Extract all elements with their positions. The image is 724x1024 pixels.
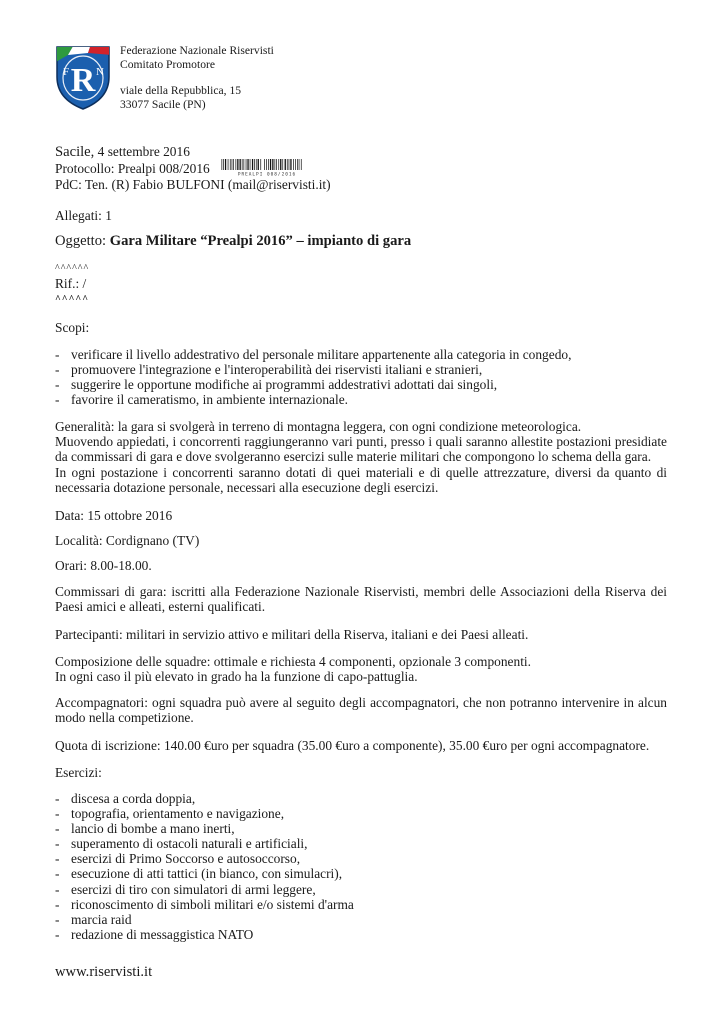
barcode-bar <box>278 159 279 170</box>
barcode-bar <box>240 159 241 170</box>
fnr-logo <box>54 41 112 111</box>
barcode-bar <box>223 159 224 170</box>
barcode-bar <box>230 159 231 170</box>
list-item: - discesa a corda doppia, <box>55 791 354 806</box>
general-paragraph <box>55 419 667 495</box>
barcode-bar <box>225 159 226 170</box>
subject-line <box>55 234 411 249</box>
barcode-bar <box>290 159 291 170</box>
general-line3: In ogni postazione i concorrenti saranno dotati di quei materiali e di quelle attrezzature, diversi da quanto di necessaria dotazione personale, necessari alla esecuzione degli esercizi. <box>55 464 667 495</box>
list-item: - favorire il cameratismo, in ambiente internazionale. <box>55 392 571 407</box>
event-hours: Orari: 8.00-18.00. <box>55 558 152 573</box>
list-item: - verificare il livello addestrativo del personale militare appartenente alla categoria in congedo, <box>55 347 571 362</box>
general-line2: Muovendo appiedati, i concorrenti raggiungeranno vari punti, presso i quali saranno allestite postazioni presidiate da commissari di gara e dove svolgeranno esercizi sulle materie militari che compongono lo schema della gara. <box>55 434 667 465</box>
barcode-bar <box>252 159 253 170</box>
barcode-bar <box>256 159 257 170</box>
judges-paragraph: Commissari di gara: iscritti alla Federazione Nazionale Riservisti, membri delle Associazioni della Riserva dei Paesi amici e alleati, esterni qualificati. <box>55 584 667 615</box>
teams-line1: Composizione delle squadre: ottimale e richiesta 4 componenti, opzionale 3 componenti. <box>55 654 531 669</box>
barcode-bar <box>264 159 265 170</box>
subject-text: Gara Militare “Prealpi 2016” – impianto di gara <box>109 233 412 249</box>
participants-paragraph: Partecipanti: militari in servizio attivo e militari della Riserva, italiani e dei Paesi alleati. <box>55 627 529 642</box>
barcode-bar <box>233 159 234 170</box>
barcode-bar <box>275 159 276 170</box>
org-name: Federazione Nazionale Riservisti <box>120 44 274 57</box>
barcode-bar <box>285 159 286 170</box>
protocol-barcode <box>221 159 313 176</box>
fee-line: Quota di iscrizione: 140.00 €uro per squadra (35.00 €uro a componente), 35.00 €uro per ogni accompagnatore. <box>55 738 650 753</box>
list-item: - superamento di ostacoli naturali e artificiali, <box>55 836 354 851</box>
list-item: - esecuzione di atti tattici (in bianco, con simulacri), <box>55 866 354 881</box>
list-item: - marcia raid <box>55 912 354 927</box>
barcode-bar <box>250 159 251 170</box>
barcode-bar <box>280 159 281 170</box>
scopes-title: Scopi: <box>55 320 90 335</box>
reference-line: Rif.: / <box>55 276 87 291</box>
barcode-bar <box>236 159 237 170</box>
barcode-bar <box>272 159 273 170</box>
exercises-title: Esercizi: <box>55 765 102 780</box>
barcode-bar <box>282 159 283 170</box>
general-line1: Generalità: la gara si svolgerà in terreno di montagna leggera, con ogni condizione meteorologica. <box>55 419 582 434</box>
list-item: - riconoscimento di simboli militari e/o sistemi d'arma <box>55 897 354 912</box>
barcode-bar <box>254 159 255 170</box>
event-location: Località: Cordignano (TV) <box>55 533 200 548</box>
scopes-list <box>55 347 571 407</box>
protocol: Protocollo: Prealpi 008/2016 <box>55 161 210 176</box>
barcode-bar <box>268 159 269 170</box>
barcode-bar <box>297 159 298 170</box>
svg-text:F: F <box>62 66 70 78</box>
letter-date: 4 settembre 2016 <box>97 144 190 159</box>
barcode-bar <box>244 159 245 170</box>
barcode-bar <box>299 159 300 170</box>
barcode-bar <box>276 159 277 170</box>
barcode-bar <box>242 159 243 170</box>
subject-label: Oggetto: <box>55 233 107 249</box>
barcode-bar <box>301 159 302 170</box>
address-line2: 33077 Sacile (PN) <box>120 98 206 111</box>
teams-line2: In ogni caso il più elevato in grado ha la funzione di capo-pattuglia. <box>55 669 418 685</box>
barcode-bar <box>293 159 294 170</box>
barcode-bar <box>222 159 223 170</box>
companions-paragraph: Accompagnatori: ogni squadra può avere al seguito degli accompagnatori, che non potranno intervenire in alcun modo nella competizione. <box>55 695 667 726</box>
barcode-bar <box>289 159 290 170</box>
list-item: - esercizi di tiro con simulatori di armi leggere, <box>55 882 354 897</box>
barcode-bar <box>232 159 233 170</box>
list-item: - topografia, orientamento e navigazione, <box>55 806 354 821</box>
barcode-bar <box>295 159 296 170</box>
list-item: - redazione di messaggistica NATO <box>55 927 354 942</box>
barcode-bar <box>237 159 238 170</box>
committee-name: Comitato Promotore <box>120 58 215 71</box>
barcode-bar <box>247 159 248 170</box>
barcode-caption: PREALPI 008/2016 <box>237 172 297 176</box>
list-item: - suggerire le opportune modifiche ai programmi addestrativi adottati dai singoli, <box>55 377 571 392</box>
carets-bottom: ^^^^^ <box>55 294 90 305</box>
carets-top: ^^^^^^ <box>55 263 90 274</box>
barcode-bar <box>260 159 261 170</box>
address-line1: viale della Repubblica, 15 <box>120 84 242 97</box>
place-date <box>55 144 190 160</box>
attachments-line: Allegati: 1 <box>55 208 112 223</box>
svg-text:N: N <box>96 66 104 78</box>
barcode-bar <box>246 159 247 170</box>
event-date: Data: 15 ottobre 2016 <box>55 508 173 523</box>
barcode-bar <box>228 159 229 170</box>
barcode-bar <box>258 159 259 170</box>
teams-paragraph <box>55 654 667 684</box>
exercises-list <box>55 791 354 942</box>
list-item: - lancio di bombe a mano inerti, <box>55 821 354 836</box>
list-item: - promuovere l'integrazione e l'interoperabilità dei riservisti italiani e stranieri, <box>55 362 571 377</box>
svg-text:R: R <box>70 62 96 99</box>
footer-website: www.riservisti.it <box>55 964 153 980</box>
barcode-bar <box>287 159 288 170</box>
place-label: Sacile, <box>55 144 95 160</box>
barcode-bar <box>270 159 271 170</box>
list-item: - esercizi di Primo Soccorso e autosoccorso, <box>55 851 354 866</box>
contact-line: PdC: Ten. (R) Fabio BULFONI (mail@riservisti.it) <box>55 177 331 192</box>
barcode-bar <box>266 159 267 170</box>
